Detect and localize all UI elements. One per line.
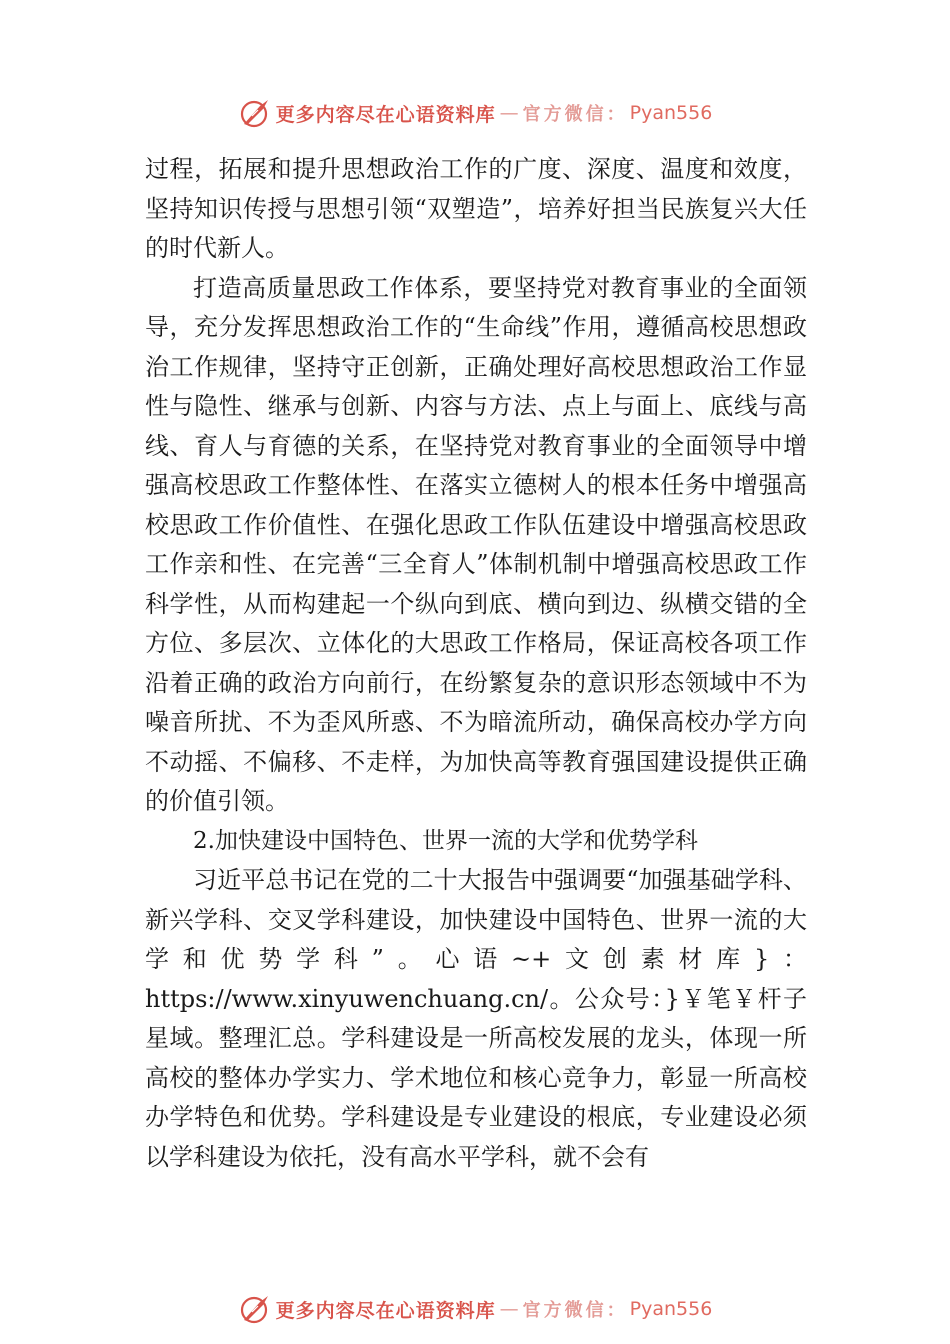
banner-separator: — <box>499 102 519 124</box>
banner-separator: — <box>499 1298 519 1320</box>
banner-title: 更多内容尽在心语资料库 <box>275 1299 496 1322</box>
banner-title: 更多内容尽在心语资料库 <box>275 103 496 126</box>
paragraph-2: 打造高质量思政工作体系，要坚持党对教育事业的全面领导，充分发挥思想政治工作的“生命线”作用，遵循高校思想政治工作规律，坚持守正创新，正确处理好高校思想政治工作显性与隐性、继承与创新、内容与方法、点上与面上、底线与高线、育人与育德的关系，在坚持党对教育事业的全面领导中增强高校思政工作整体性、在落实立德树人的根本任务中增强高校思政工作价值性、在强化思政工作队伍建设中增强高校思政工作亲和性、在完善“三全育人”体制机制中增强高校思政工作科学性，从而构建起一个纵向到底、横向到边、纵横交错的全方位、多层次、立体化的大思政工作格局，保证高校各项工作沿着正确的政治方向前行，在纷繁复杂的意识形态领域中不为噪音所扰、不为歪风所惑、不为暗流所动，确保高校办学方向不动摇、不偏移、不走样，为加快高等教育强国建设提供正确的价值引领。 <box>145 273 807 815</box>
paragraph-1: 过程，拓展和提升思想政治工作的广度、深度、温度和效度，坚持知识传授与思想引领“双塑造”，培养好担当民族复兴大任的时代新人。 <box>145 155 807 262</box>
banner-wechat-label: 官方微信： <box>522 1300 628 1321</box>
banner-wechat-id: Pyan556 <box>629 1298 713 1320</box>
quill-pen-icon <box>238 96 272 130</box>
banner-wechat-id: Pyan556 <box>629 102 713 124</box>
header-banner <box>0 93 950 133</box>
document-body <box>145 150 807 1177</box>
section-heading: 2.加快建设中国特色、世界一流的大学和优势学科 <box>193 827 698 854</box>
banner-wechat-label: 官方微信： <box>522 104 628 125</box>
footer-banner <box>0 1289 950 1329</box>
paragraph-3: 习近平总书记在党的二十大报告中强调要“加强基础学科、新兴学科、交叉学科建设，加快建设中国特色、世界一流的大学和优势学科”。心语~+文创素材库}：https://www.xinyuwenchuang.cn/。公众号：}￥笔￥杆子星域。整理汇总。学科建设是一所高校发展的龙头，体现一所高校的整体办学实力、学术地位和核心竞争力，彰显一所高校办学特色和优势。学科建设是专业建设的根底，专业建设必须以学科建设为依托，没有高水平学科，就不会有 <box>145 866 807 1171</box>
quill-pen-icon <box>238 1292 272 1326</box>
